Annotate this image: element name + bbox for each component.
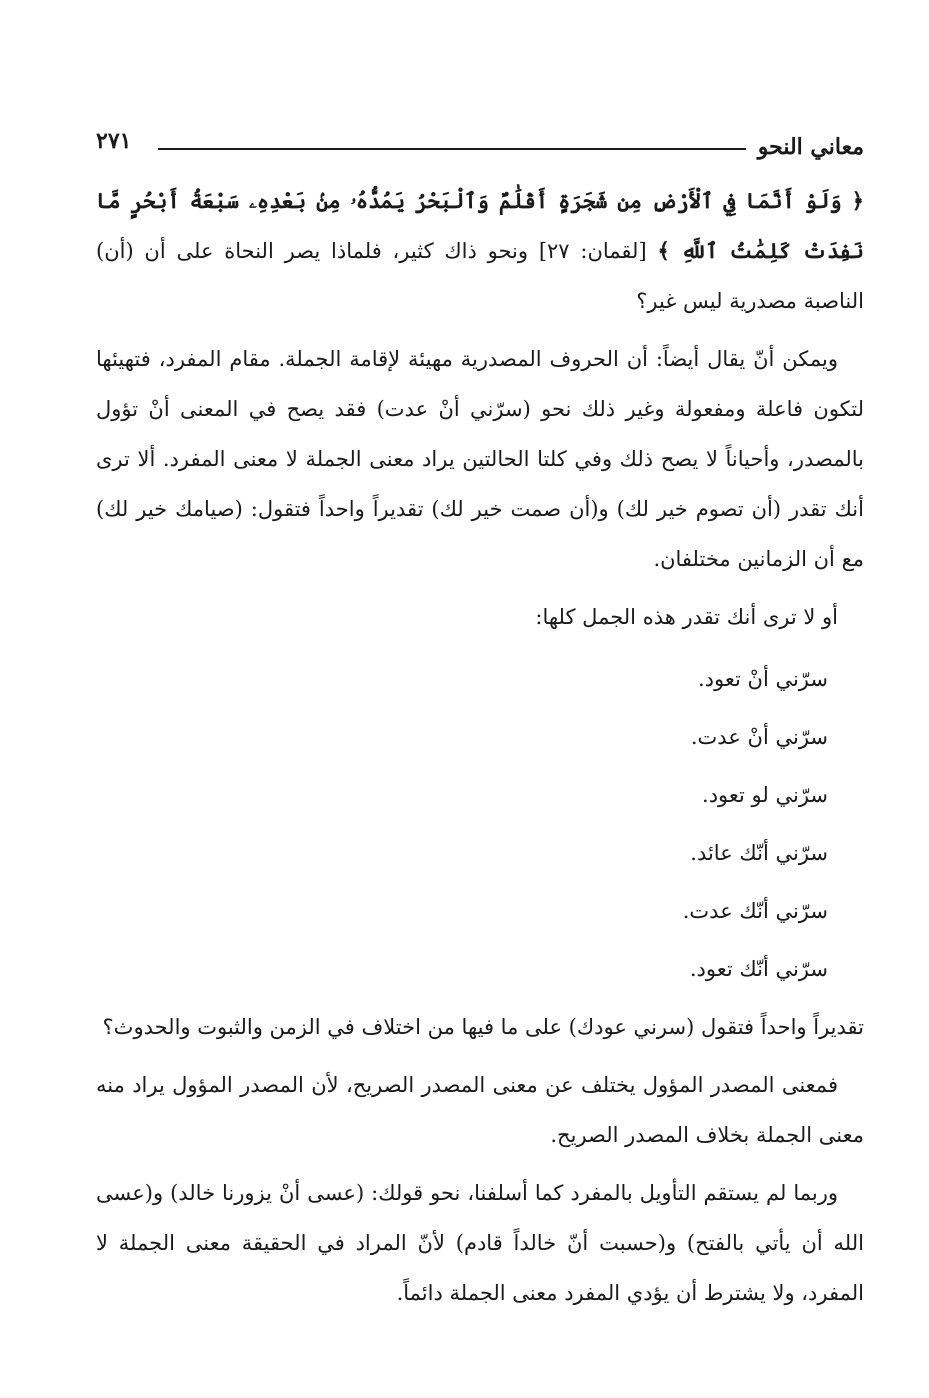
- example-item: سرّني لو تعود.: [702, 783, 828, 807]
- example-item: سرّني أنّك عدت.: [682, 899, 828, 923]
- citation-text: [لقمان: ٢٧] ونحو ذاك كثير، فلماذا يصر النحاة على أن (أن) الناصبة مصدرية ليس غير؟: [96, 239, 864, 313]
- quran-verse: ﴿ وَلَوْ أَنَّمَا فِي ٱلْأَرْضِ مِن شَجَرَةٍ أَقْلَٰمٌ وَٱلْبَحْرُ يَمُدُّهُۥ مِنۢ بَعْدِهِۦ سَبْعَةُ أَبْحُرٍ مَّا نَفِدَتْ كَلِمَٰتُ ٱللَّهِ ﴾: [96, 188, 864, 263]
- page-body: [96, 176, 864, 1326]
- example-item: سرّني أنّك تعود.: [689, 957, 828, 981]
- example-item: سرّني أنْ تعود.: [698, 667, 828, 691]
- header-rule: [158, 148, 746, 150]
- paragraph-masdar-particles: ويمكن أنّ يقال أيضاً: أن الحروف المصدرية مهيئة لإقامة الجملة. مقام المفرد، فتهيئها لتكون فاعلة ومفعولة وغير ذلك نحو (سرّني أنْ عدت) فقد يصح في المعنى أنْ تؤول بالمصدر، وأحياناً لا يصح ذلك وفي كلتا الحالتين يراد معنى الجملة لا معنى المفرد. ألا ترى أنك تقدر (أن تصوم خير لك) و(أن صمت خير لك) تقديراً واحداً فتقول: (صيامك خير لك) مع أن الزمانين مختلفان.: [96, 347, 864, 571]
- example-item: سرّني أنْ عدت.: [690, 725, 828, 749]
- page-header: [96, 128, 864, 168]
- paragraph-quran-citation: [96, 176, 864, 326]
- paragraph-masdar-meaning: فمعنى المصدر المؤول يختلف عن معنى المصدر الصريح، لأن المصدر المؤول يراد منه معنى الجملة بخلاف المصدر الصريح.: [96, 1073, 864, 1147]
- paragraph-examples-intro: أو لا ترى أنك تقدر هذه الجمل كلها:: [535, 605, 838, 629]
- paragraph-single-estimate: تقديراً واحداً فتقول (سرني عودك) على ما فيها من اختلاف في الزمن والثبوت والحدوث؟: [102, 1015, 864, 1039]
- paragraph-tawil: وربما لم يستقم التأويل بالمفرد كما أسلفنا، نحو قولك: (عسى أنْ يزورنا خالد) و(عسى الله أن يأتي بالفتح) و(حسبت أنّ خالداً قادم) لأنّ المراد في الحقيقة معنى الجملة لا المفرد، ولا يشترط أن يؤدي المفرد معنى الجملة دائماً.: [96, 1181, 864, 1305]
- example-item: سرّني أنّك عائد.: [690, 841, 828, 865]
- running-title: معاني النحو: [757, 134, 864, 160]
- page-number: ٢٧١: [96, 128, 132, 154]
- examples-list: [96, 650, 864, 998]
